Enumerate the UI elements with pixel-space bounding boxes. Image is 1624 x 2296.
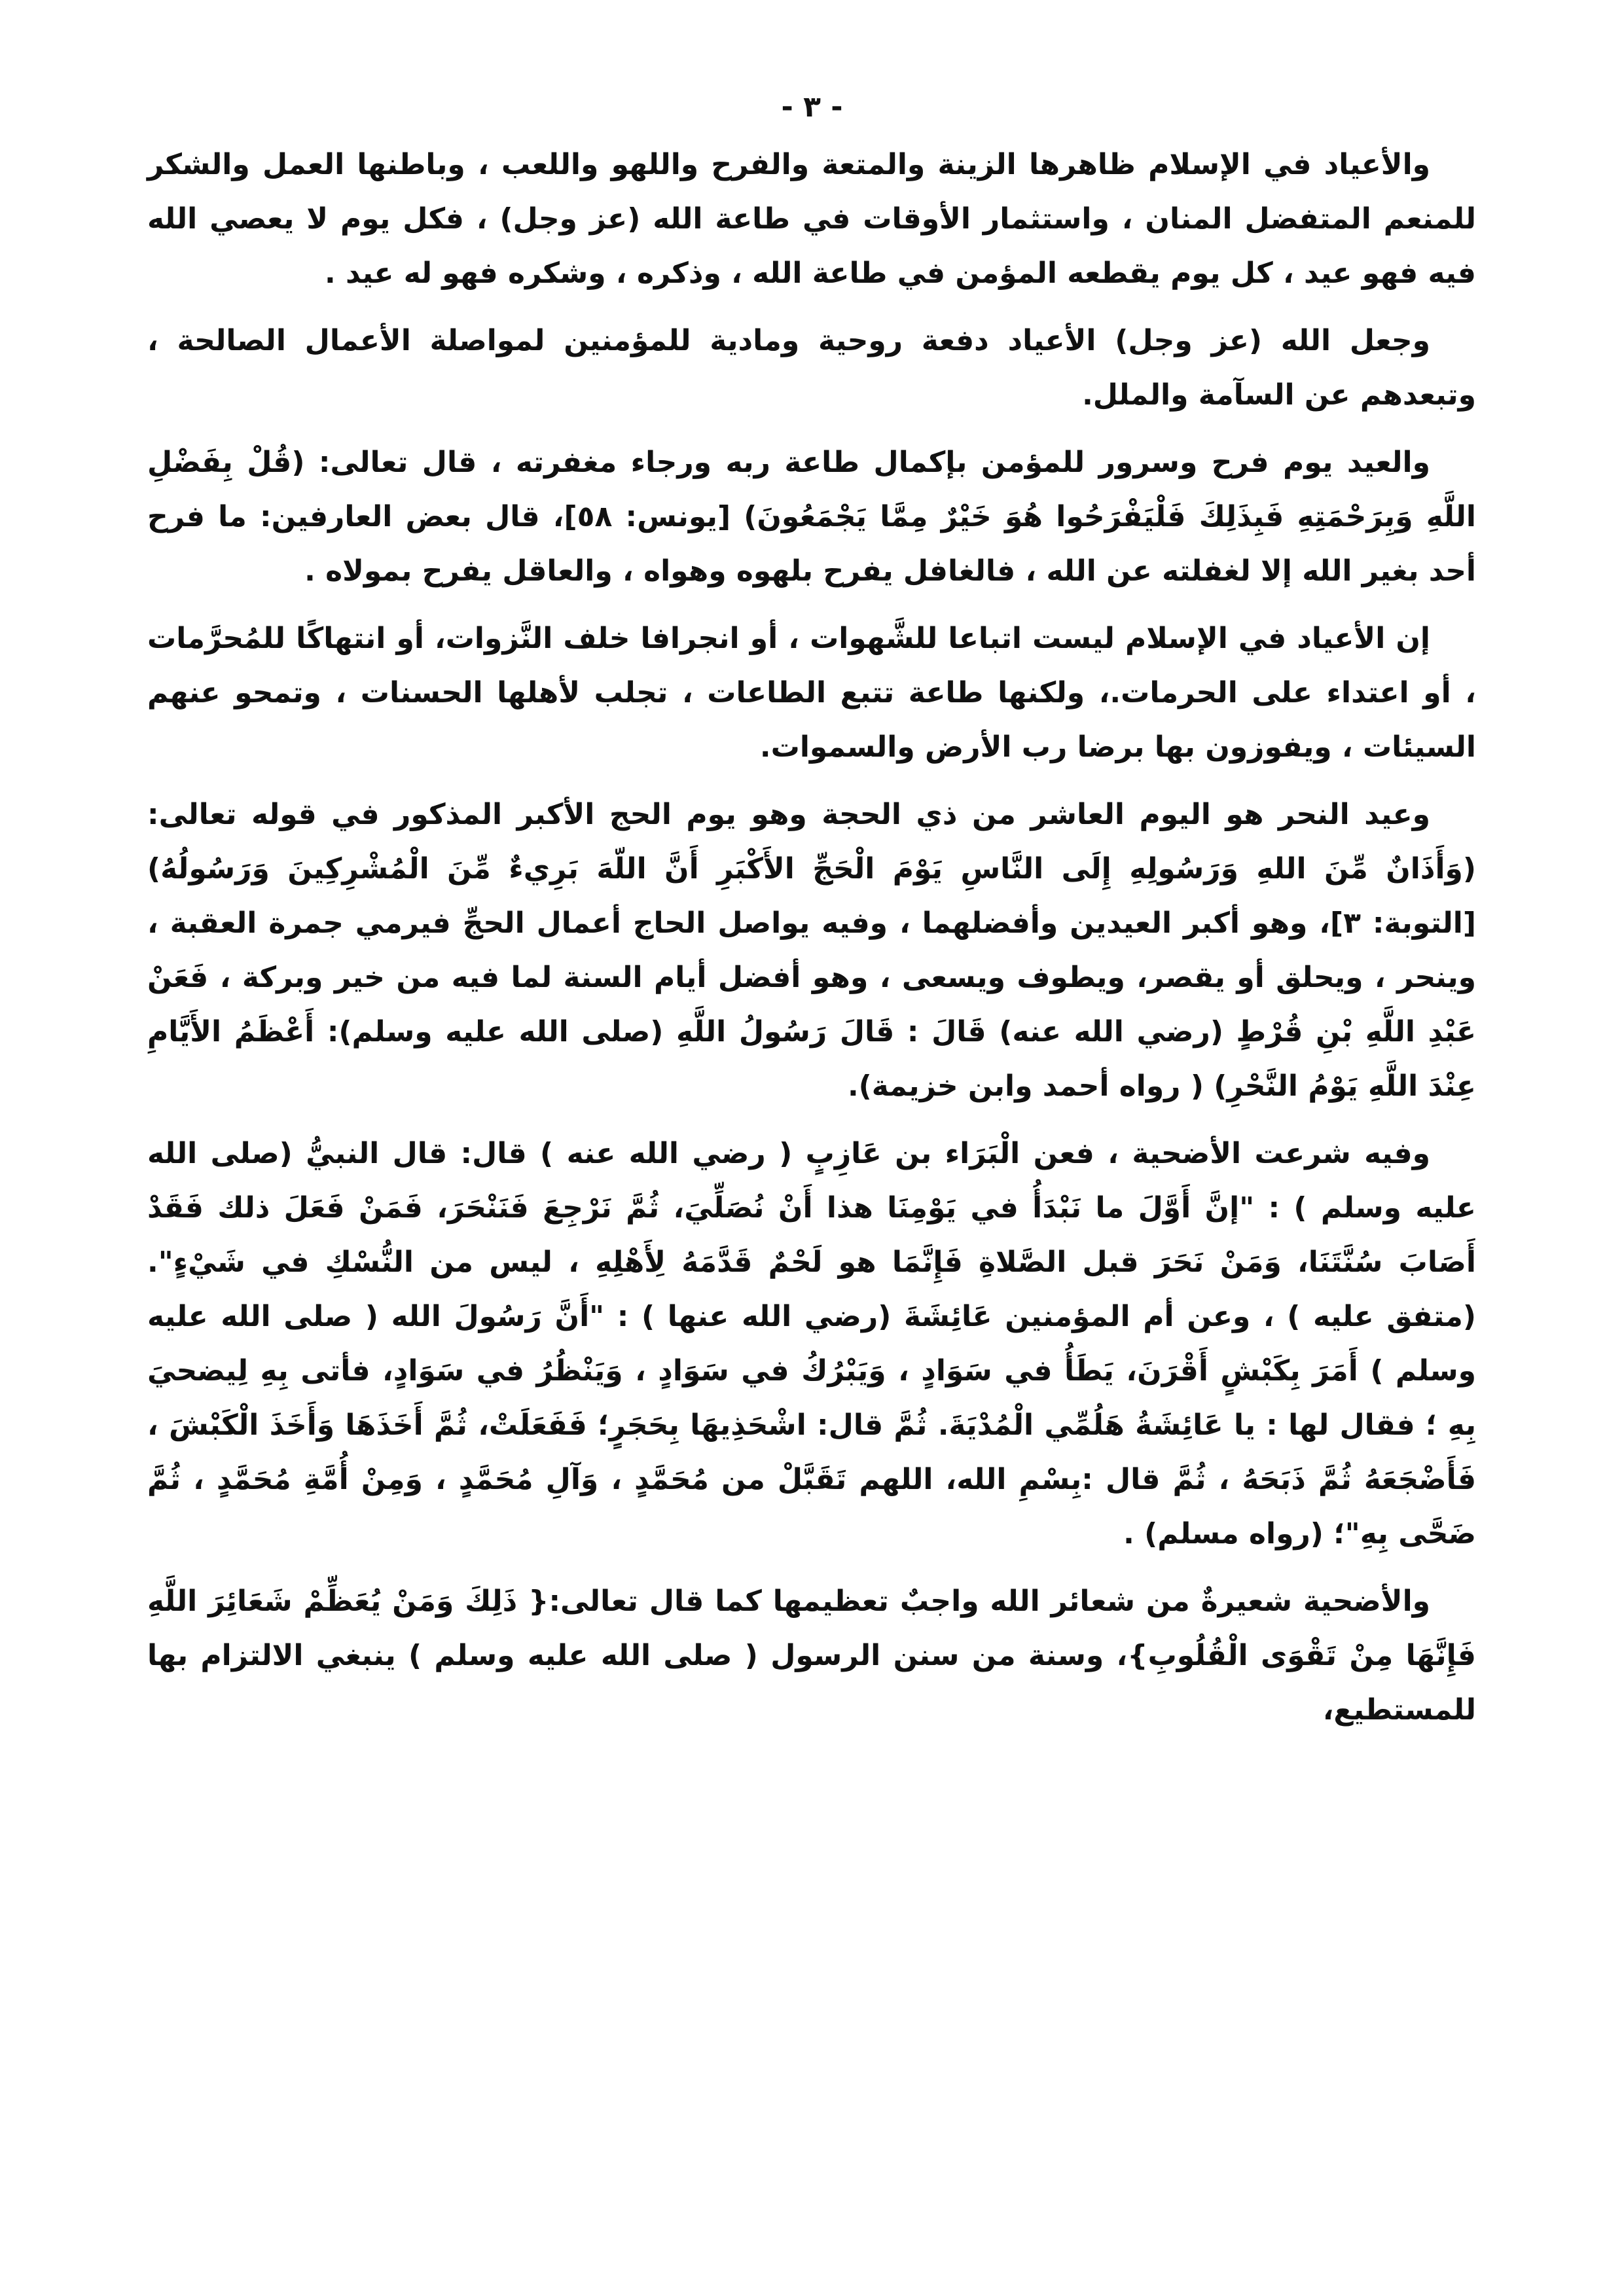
page-number: - ٣ - [781,90,843,124]
paragraph: والعيد يوم فرح وسرور للمؤمن بإكمال طاعة ربه ورجاء مغفرته ، قال تعالى: (قُلْ بِفَضْلِ اللَّهِ وَبِرَحْمَتِهِ فَبِذَلِكَ فَلْيَفْرَحُوا هُوَ خَيْرٌ مِمَّا يَجْمَعُونَ) [يونس: ٥٨]، قال بعض العارفين: ما فرح أحد بغير الله إلا لغفلته عن الله ، فالغافل يفرح بلهوه وهواه ، والعاقل يفرح بمولاه . [147,446,1476,588]
body-text [147,137,1476,1750]
paragraph: وعيد النحر هو اليوم العاشر من ذي الحجة وهو يوم الحج الأكبر المذكور في قوله تعالى: (وَأَذَانٌ مِّنَ اللهِ وَرَسُولِهِ إِلَى النَّاسِ يَوْمَ الْحَجِّ الأَكْبَرِ أَنَّ اللّهَ بَرِيءٌ مِّنَ الْمُشْرِكِينَ وَرَسُولُهُ) [التوبة: ٣]، وهو أكبر العيدين وأفضلهما ، وفيه يواصل الحاج أعمال الحجِّ فيرمي جمرة العقبة ، وينحر ، ويحلق أو يقصر، ويطوف ويسعى ، وهو أفضل أيام السنة لما فيه من خير وبركة ، فَعَنْ عَبْدِ اللَّهِ بْنِ قُرْطٍ (رضي الله عنه) قَالَ : قَالَ رَسُولُ اللَّهِ (صلى الله عليه وسلم): أَعْظَمُ الأَيَّامِ عِنْدَ اللَّهِ يَوْمُ النَّحْرِ) ( رواه أحمد وابن خزيمة). [147,798,1476,1103]
paragraph: والأعياد في الإسلام ظاهرها الزينة والمتعة والفرح واللهو واللعب ، وباطنها العمل والشكر للمنعم المتفضل المنان ، واستثمار الأوقات في طاعة الله (عز وجل) ، فكل يوم لا يعصي الله فيه فهو عيد ، كل يوم يقطعه المؤمن في طاعة الله ، وذكره ، وشكره فهو له عيد . [147,148,1476,290]
paragraph: وفيه شرعت الأضحية ، فعن الْبَرَاء بن عَازِبٍ ( رضي الله عنه ) قال: قال النبيُّ (صلى الله عليه وسلم ) : "إنَّ أَوَّلَ ما نَبْدَأُ في يَوْمِنَا هذا أَنْ نُصَلِّيَ، ثُمَّ نَرْجِعَ فَنَنْحَرَ، فَمَنْ فَعَلَ ذلك فَقَدْ أَصَابَ سُنَّتَنَا، وَمَنْ نَحَرَ قبل الصَّلاةِ فَإِنَّمَا هو لَحْمٌ قَدَّمَهُ لِأَهْلِهِ ، ليس من النُّسْكِ في شَيْءٍ". (متفق عليه ) ، وعن أم المؤمنين عَائِشَةَ (رضي الله عنها ) : "أَنَّ رَسُولَ الله ( صلى الله عليه وسلم ) أَمَرَ بِكَبْشٍ أَقْرَنَ، يَطَأُ في سَوَادٍ ، وَيَبْرُكُ في سَوَادٍ ، وَيَنْظُرُ في سَوَادٍ، فأتى بِهِ لِيضحيَ بِهِ ؛ فقال لها : يا عَائِشَةُ هَلُمِّي الْمُدْيَةَ. ثُمَّ قال: اشْحَذِيهَا بِحَجَرٍ؛ فَفَعَلَتْ، ثُمَّ أَخَذَهَا وَأَخَذَ الْكَبْشَ ، فَأَضْجَعَهُ ثُمَّ ذَبَحَهُ ، ثُمَّ قال :بِسْمِ الله، اللهم تَقَبَّلْ من مُحَمَّدٍ ، وَآلِ مُحَمَّدٍ ، وَمِنْ أُمَّةِ مُحَمَّدٍ ، ثُمَّ ضَحَّى بِهِ"؛ (رواه مسلم) . [147,1137,1476,1551]
paragraph: والأضحية شعيرةٌ من شعائر الله واجبٌ تعظيمها كما قال تعالى:{ ذَلِكَ وَمَنْ يُعَظِّمْ شَعَائِرَ اللَّهِ فَإِنَّهَا مِنْ تَقْوَى الْقُلُوبِ}، وسنة من سنن الرسول ( صلى الله عليه وسلم ) ينبغي الالتزام بها للمستطيع، [147,1585,1476,1727]
paragraph: إن الأعياد في الإسلام ليست اتباعا للشَّهوات ، أو انجرافا خلف النَّزوات، أو انتهاكًا للمُحرَّمات ، أو اعتداء على الحرمات.، ولكنها طاعة تتبع الطاعات ، تجلب لأهلها الحسنات ، وتمحو عنهم السيئات ، ويفوزون بها برضا رب الأرض والسموات. [147,622,1476,764]
paragraph: وجعل الله (عز وجل) الأعياد دفعة روحية ومادية للمؤمنين لمواصلة الأعمال الصالحة ، وتبعدهم عن السآمة والملل. [147,324,1476,412]
